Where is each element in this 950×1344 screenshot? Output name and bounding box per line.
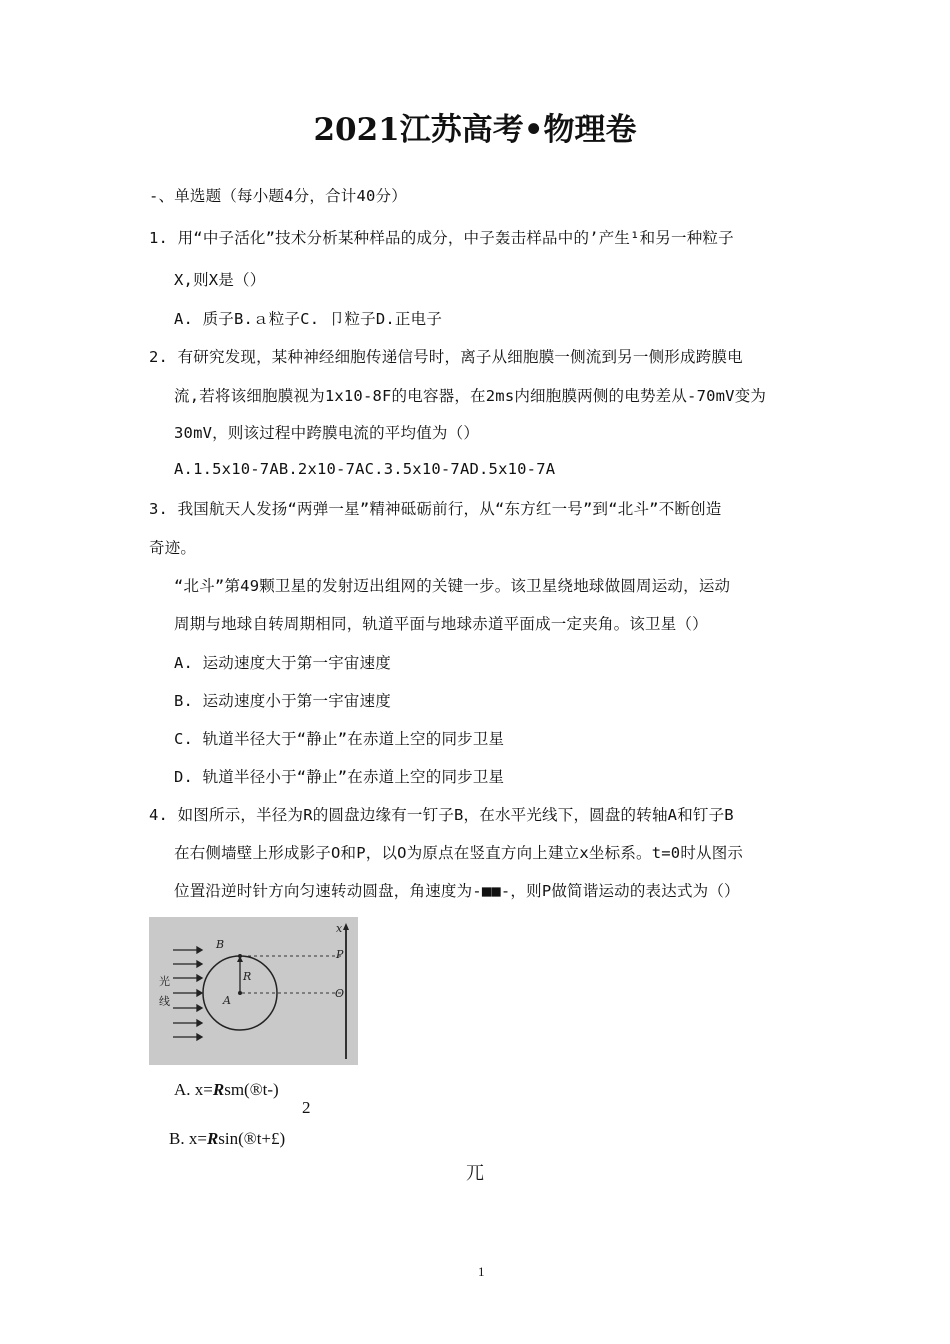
label-r: R: [243, 970, 252, 983]
q4-option-a-rest: sm(®t-): [224, 1080, 279, 1099]
q1-options: A. 质子B.ａ粒子C. 卩粒子D.正电子: [174, 310, 443, 328]
nail-point-b: [238, 954, 242, 958]
light-label-2: 线: [159, 995, 170, 1008]
q4-option-a: [174, 1080, 279, 1100]
q4-option-a-subscript: 2: [302, 1098, 311, 1117]
q4-option-b-prefix: B. x=: [169, 1129, 207, 1148]
q1-line1: 1. 用“中子活化”技术分析某种样品的成分，中子轰击样品中的’产生¹和另一种粒子: [149, 229, 734, 247]
q4-option-a-r: R: [212, 1080, 225, 1099]
q3-option-a: A. 运动速度大于第一宇宙速度: [174, 654, 391, 672]
section-heading: -、单选题（每小题4分，合计40分）: [149, 187, 407, 205]
label-a: A: [223, 994, 231, 1007]
label-b: B: [216, 938, 225, 951]
axis-point-a: [238, 991, 242, 995]
q3-line4: 周期与地球自转周期相同，轨道平面与地球赤道平面成一定夹角。该卫星（）: [174, 615, 708, 633]
page-title: 2021江苏高考•物理卷: [313, 112, 637, 148]
label-x: x: [336, 922, 343, 935]
q2-options: A.1.5x10-7AB.2x10-7AC.3.5x10-7AD.5x10-7A: [174, 460, 556, 478]
q2-line3: 30mV，则该过程中跨膜电流的平均值为（）: [174, 424, 480, 442]
q4-option-b-r: R: [206, 1129, 219, 1148]
q1-line2: X,则X是（）: [174, 271, 266, 289]
q3-option-b: B. 运动速度小于第一宇宙速度: [174, 692, 391, 710]
label-o: O: [335, 987, 345, 1000]
page-number: 1: [478, 1264, 485, 1279]
disc-shadow-figure: [149, 917, 358, 1065]
stray-pi-glyph: 兀: [466, 1163, 484, 1183]
q2-line2: 流,若将该细胞膜视为1x10-8F的电容器，在2ms内细胞膜两侧的电势差从-70mV变为: [174, 387, 767, 405]
q2-line1: 2. 有研究发现，某种神经细胞传递信号时，离子从细胞膜一侧流到另一侧形成跨膜电: [149, 348, 743, 366]
q3-line2: 奇迹。: [149, 539, 197, 557]
q4-line1: 4. 如图所示，半径为R的圆盘边缘有一钉子B，在水平光线下，圆盘的转轴A和钉子B: [149, 806, 734, 824]
q4-option-a-prefix: A. x=: [174, 1080, 213, 1099]
q3-line3: “北斗”第49颗卫星的发射迈出组网的关键一步。该卫星绕地球做圆周运动，运动: [174, 577, 731, 595]
q4-line3: 位置沿逆时针方向匀速转动圆盘，角速度为-■■-，则P做简谐运动的表达式为（）: [174, 882, 740, 900]
label-p: P: [336, 948, 344, 961]
q4-option-b: [169, 1129, 285, 1149]
q4-option-b-rest: sin(®t+£): [218, 1129, 286, 1148]
q3-line1: 3. 我国航天人发扬“两弹一星”精神砥砺前行，从“东方红一号”到“北斗”不断创造: [149, 500, 722, 518]
q4-line2: 在右侧墙壁上形成影子O和P，以O为原点在竖直方向上建立x坐标系。t=0时从图示: [174, 844, 744, 862]
q3-option-d: D. 轨道半径小于“静止”在赤道上空的同步卫星: [174, 768, 505, 786]
light-label-1: 光: [159, 975, 170, 988]
q3-option-c: C. 轨道半径大于“静止”在赤道上空的同步卫星: [174, 730, 505, 748]
